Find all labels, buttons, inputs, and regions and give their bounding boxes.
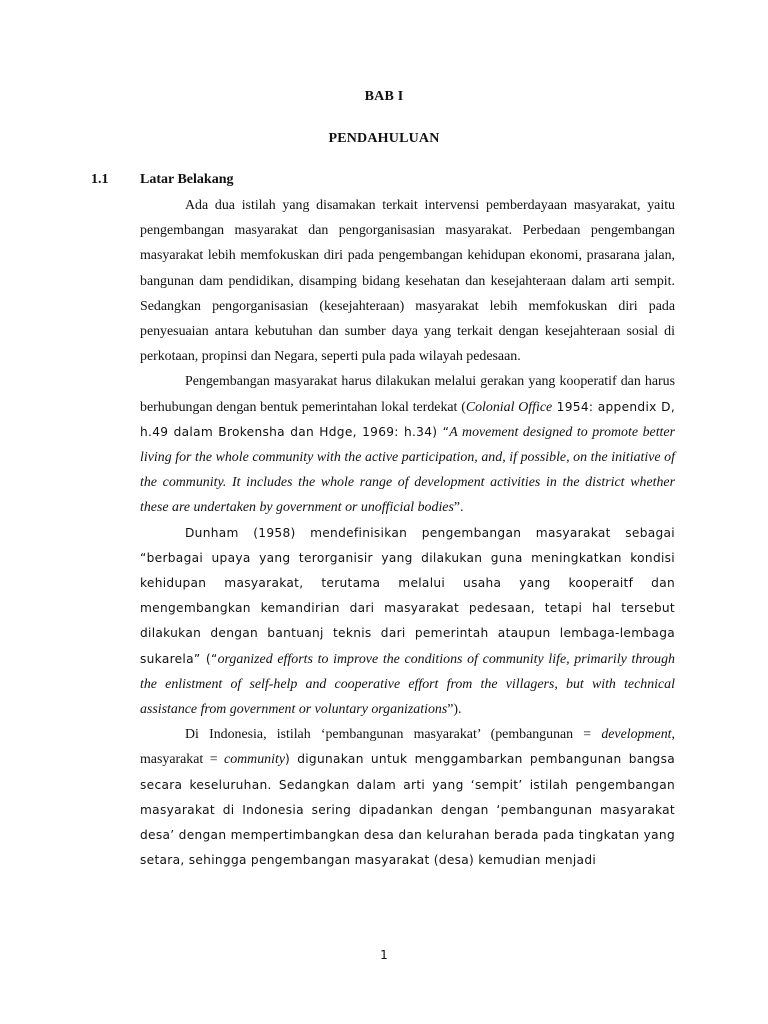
quote-english: A movement designed to promote better living for the whole community with the active participation, and, if possible, on the initiative of the community. It includes the whole range of development activities in the district whether these are undertaken by government or unofficial bodies — [140, 424, 675, 516]
paragraph-text: ) digunakan untuk menggambarkan pembangunan bangsa secara keseluruhan. Sedangkan dalam arti yang ‘sempit’ istilah pengembangan masyarakat di Indonesia sering dipadankan dengan ‘pembangunan masyarakat desa’ dengan mempertimbangkan desa dan kelurahan berada pada tingkatan yang setara, sehingga pengembangan masyarakat (desa) kemudian menjadi — [140, 752, 675, 868]
term-emphasis: community — [224, 752, 285, 768]
page-number: 1 — [380, 948, 388, 962]
paragraph-text: Pengembangan masyarakat harus dilakukan melalui gerakan yang kooperatif dan harus berhubungan dengan bentuk pemerintahan lokal terdekat ( — [140, 374, 675, 415]
citation-text: 1954: appendix D, h.49 dalam Brokensha dan Hdge, 1969: h.34) “ — [140, 399, 675, 439]
section-heading — [91, 172, 233, 188]
paragraph-text: Dunham (1958) mendefinisikan pengembangan masyarakat sebagai “berbagai upaya yang terorganisir yang dilakukan guna meningkatkan kondisi kehidupan masyarakat, terutama melalui usaha yang kooperaitf dan mengembangkan kemandirian dari masyarakat pedesaan, tetapi hal tersebut dilakukan dengan bantuanj teknis dari pemerintah ataupun lembaga-lembaga sukarela” (“ — [140, 525, 675, 666]
paragraph-text: ”). — [447, 702, 462, 718]
section-number: 1.1 — [91, 172, 109, 187]
section-title: Latar Belakang — [140, 172, 234, 187]
paragraph — [140, 722, 675, 873]
quote-english: organized efforts to improve the conditions of community life, primarily through the enlistment of self-help and cooperative effort from the villagers, but with technical assistance from government or voluntary organizations — [140, 651, 675, 718]
paragraph-text: ”. — [453, 500, 464, 516]
paragraph-text: , masyarakat = — [140, 727, 675, 768]
chapter-title: PENDAHULUAN — [328, 131, 440, 146]
paragraph — [140, 521, 675, 723]
paragraph: Ada dua istilah yang disamakan terkait intervensi pemberdayaan masyarakat, yaitu pengembangan masyarakat dan pengorganisasian masyarakat. Perbedaan pengembangan masyarakat lebih memfokuskan diri pada pengembangan kehidupan ekonomi, prasarana jalan, bangunan dam pendidikan, disamping bidang kesehatan dan kesejahteraan dalam arti sempit. Sedangkan pengorganisasian (kesejahteraan) masyarakat lebih memfokuskan diri pada penyesuaian antara kebutuhan dan sumber daya yang terkait dengan kesejahteraan sosial di perkotaan, propinsi dan Negara, seperti pula pada wilayah pedesaan. — [140, 198, 675, 365]
paragraph-text: Di Indonesia, istilah ‘pembangunan masyarakat’ (pembangunan = — [185, 727, 602, 743]
chapter-label: BAB I — [364, 89, 404, 104]
term-emphasis: development — [601, 727, 672, 743]
paragraph — [140, 369, 675, 520]
citation-emphasis: Colonial Office — [465, 399, 553, 415]
body-text — [140, 193, 675, 873]
